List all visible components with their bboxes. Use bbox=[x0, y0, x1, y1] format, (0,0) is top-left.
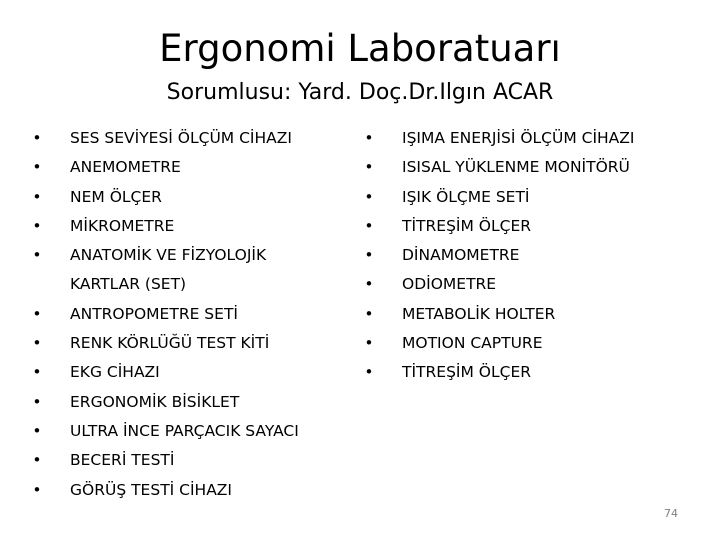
slide-subtitle: Sorumlusu: Yard. Doç.Dr.Ilgın ACAR bbox=[166, 80, 554, 105]
list-item bbox=[30, 300, 330, 329]
bullet-icon: • bbox=[364, 275, 374, 294]
list-item-label: ERGONOMİK BİSİKLET bbox=[70, 392, 240, 411]
bullet-icon: • bbox=[32, 246, 42, 265]
list-item bbox=[30, 476, 330, 505]
list-item-label: MİKROMETRE bbox=[70, 216, 175, 235]
bullet-icon: • bbox=[32, 129, 42, 147]
list-item-label: TİTREŞİM ÖLÇER bbox=[402, 216, 532, 235]
list-item-label: ANTROPOMETRE SETİ bbox=[70, 304, 238, 323]
list-item-label: ODİOMETRE bbox=[402, 275, 497, 294]
bullet-icon: • bbox=[364, 304, 374, 323]
list-item-label: BECERİ TESTİ bbox=[70, 451, 175, 470]
list-item bbox=[30, 241, 310, 300]
bullet-icon: • bbox=[32, 304, 42, 323]
page-number: 74 bbox=[664, 507, 678, 520]
list-item bbox=[362, 241, 692, 270]
bullet-icon: • bbox=[32, 451, 42, 470]
bullet-icon: • bbox=[364, 187, 374, 206]
list-item-label: METABOLİK HOLTER bbox=[402, 304, 556, 323]
list-item-label: ANATOMİK VE FİZYOLOJİK KARTLAR (SET) bbox=[70, 246, 267, 294]
list-item-label: RENK KÖRLÜĞÜ TEST KİTİ bbox=[70, 334, 270, 353]
bullet-icon: • bbox=[32, 216, 42, 235]
list-item bbox=[362, 329, 692, 358]
list-item-label: TİTREŞİM ÖLÇER bbox=[402, 363, 532, 382]
list-item bbox=[362, 300, 692, 329]
list-item bbox=[30, 183, 330, 212]
right-equipment-list bbox=[362, 124, 692, 388]
bullet-icon: • bbox=[364, 129, 374, 147]
list-item bbox=[30, 417, 330, 446]
list-item-label: MOTION CAPTURE bbox=[402, 334, 543, 353]
bullet-icon: • bbox=[32, 187, 42, 206]
list-item bbox=[30, 446, 330, 475]
bullet-icon: • bbox=[364, 216, 374, 235]
slide-title: Ergonomi Laboratuarı bbox=[159, 27, 561, 70]
list-item bbox=[362, 183, 692, 212]
bullet-icon: • bbox=[364, 158, 374, 177]
list-item bbox=[30, 124, 330, 153]
list-item bbox=[30, 329, 330, 358]
list-item bbox=[30, 358, 330, 387]
list-item bbox=[362, 270, 692, 299]
list-item bbox=[362, 153, 692, 182]
list-item-label: ANEMOMETRE bbox=[70, 158, 181, 177]
list-item bbox=[362, 358, 692, 387]
list-item-label: EKG CİHAZI bbox=[70, 363, 160, 382]
list-item-label: ULTRA İNCE PARÇACIK SAYACI bbox=[70, 421, 299, 440]
bullet-icon: • bbox=[32, 158, 42, 177]
bullet-icon: • bbox=[364, 363, 374, 382]
bullet-icon: • bbox=[32, 363, 42, 382]
bullet-icon: • bbox=[32, 392, 42, 411]
list-item-label: DİNAMOMETRE bbox=[402, 246, 520, 265]
list-item bbox=[30, 212, 330, 241]
list-item-label: GÖRÜŞ TESTİ CİHAZI bbox=[70, 480, 233, 499]
list-item-label: ISISAL YÜKLENME MONİTÖRÜ bbox=[402, 158, 630, 177]
bullet-icon: • bbox=[32, 480, 42, 499]
list-item-label: IŞIMA ENERJİSİ ÖLÇÜM CİHAZI bbox=[402, 129, 635, 147]
list-item-label: SES SEVİYESİ ÖLÇÜM CİHAZI bbox=[70, 129, 292, 147]
list-item bbox=[362, 212, 692, 241]
bullet-icon: • bbox=[32, 421, 42, 440]
list-item-label: IŞIK ÖLÇME SETİ bbox=[402, 187, 530, 206]
bullet-icon: • bbox=[364, 246, 374, 265]
bullet-icon: • bbox=[32, 334, 42, 353]
list-item bbox=[30, 153, 330, 182]
list-item bbox=[30, 388, 330, 417]
bullet-icon: • bbox=[364, 334, 374, 353]
list-item-label: NEM ÖLÇER bbox=[70, 187, 162, 206]
list-item bbox=[362, 124, 692, 153]
left-equipment-list bbox=[30, 124, 330, 505]
